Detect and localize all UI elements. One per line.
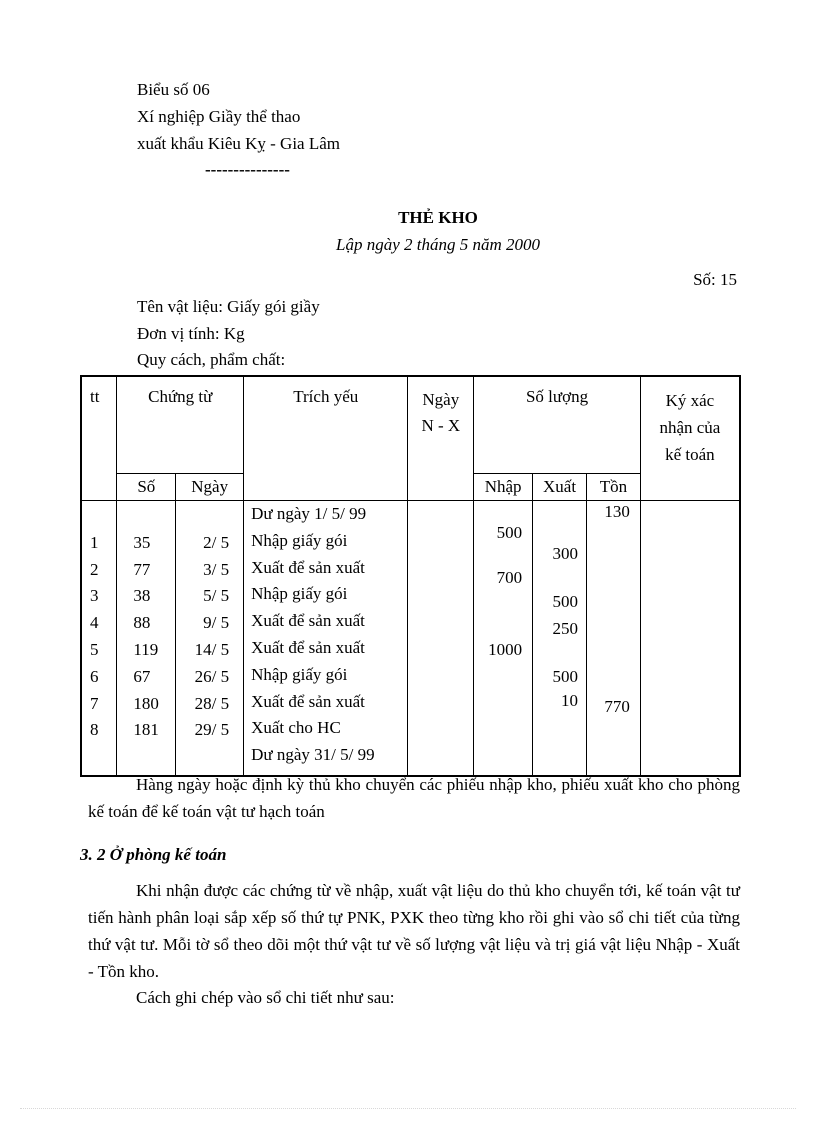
- cell-tt: 8: [90, 720, 99, 740]
- cell-trich-yeu: Xuất cho HC: [251, 718, 341, 738]
- cell-so: 35: [133, 532, 151, 552]
- cell-ngay: 29/ 5: [194, 720, 230, 740]
- cell-so: 67: [133, 666, 151, 686]
- cell-so: [133, 503, 175, 530]
- cell-ton: 770: [604, 697, 630, 716]
- header-divider: ---------------: [205, 160, 290, 179]
- paragraph-accounting: Khi nhận được các chứng từ về nhập, xuất vật liệu do thủ kho chuyển tới, kế toán vật tư tiến hành phân loại sắp xếp số thứ tự PNK, PXK theo từng kho rồi ghi vào sổ chi tiết của từng thứ vật tư. Mỗi tờ sổ theo dõi một thứ vật tư về số lượng vật liệu và trị giá vật liệu Nhập - Xuất - Tồn kho.: [88, 881, 740, 981]
- cell-ngay: [176, 744, 229, 771]
- cell-so: 119: [133, 639, 159, 659]
- cell-tt: 6: [90, 666, 99, 686]
- header-ky-line2: nhận của: [659, 418, 721, 437]
- cell-trich-yeu: Nhập giấy gói: [251, 664, 348, 684]
- cell-trich-yeu: Xuất để sản xuất: [251, 691, 365, 711]
- header-ky-line3: kế toán: [665, 445, 715, 464]
- cell-ngay: 3/ 5: [203, 559, 230, 579]
- cell-so: [133, 744, 175, 771]
- cell-ngay: [176, 503, 229, 530]
- column-xuat: [533, 501, 587, 777]
- specification: Quy cách, phẩm chất:: [137, 350, 286, 369]
- cell-so: 77: [133, 559, 151, 579]
- cell-tt: 3: [90, 586, 99, 606]
- cell-trich-yeu: Xuất để sản xuất: [251, 557, 365, 577]
- header-ngay-nx: [408, 376, 474, 501]
- column-ngay-nx: [408, 501, 474, 777]
- cell-nhap: 700: [496, 568, 523, 587]
- cell-tt: [90, 503, 116, 530]
- column-ngay: [176, 501, 244, 777]
- paragraph-recording: Cách ghi chép vào sổ chi tiết như sau:: [136, 988, 395, 1007]
- material-name: Tên vật liệu: Giấy gói giầy: [137, 297, 320, 316]
- document-number: Số: 15: [693, 270, 737, 289]
- cell-xuat: 10: [560, 691, 578, 710]
- header-ngay: Ngày: [176, 474, 244, 501]
- company-location: xuất khẩu Kiêu Kỵ - Gia Lâm: [137, 134, 340, 153]
- cell-trich-yeu: Nhập giấy gói: [251, 584, 348, 604]
- page-footer-divider: [20, 1108, 796, 1109]
- cell-ngay: 26/ 5: [194, 666, 230, 686]
- cell-so: 88: [133, 613, 151, 633]
- cell-tt: 7: [90, 693, 99, 713]
- table-body-row: [81, 501, 740, 777]
- cell-xuat: 300: [552, 544, 578, 563]
- page-title: THẺ KHO: [398, 208, 478, 227]
- cell-xuat: 500: [552, 667, 578, 686]
- header-so-luong: Số lượng: [474, 376, 641, 474]
- company-name: Xí nghiệp Giầy thể thao: [137, 107, 301, 126]
- cell-so: 181: [133, 720, 159, 740]
- page-subtitle: Lập ngày 2 tháng 5 năm 2000: [336, 235, 540, 254]
- header-ky-line1: Ký xác: [665, 391, 715, 410]
- cell-ngay: 14/ 5: [194, 639, 230, 659]
- cell-trich-yeu: Dư ngày 31/ 5/ 99: [251, 745, 375, 765]
- header-so: Số: [117, 474, 176, 501]
- header-ky-xac-nhan: [640, 376, 740, 501]
- cell-ngay: 28/ 5: [194, 693, 230, 713]
- cell-xuat: 500: [552, 592, 578, 611]
- cell-trich-yeu: Dư ngày 1/ 5/ 99: [251, 504, 367, 523]
- column-ky-xac-nhan: [640, 501, 740, 777]
- section-heading: 3. 2 Ở phòng kế toán: [80, 845, 227, 864]
- cell-xuat: 250: [552, 619, 578, 638]
- column-so: [117, 501, 176, 777]
- column-nhap: [474, 501, 533, 777]
- cell-ngay: 9/ 5: [203, 613, 230, 633]
- cell-ton: 130: [604, 502, 630, 521]
- cell-so: 180: [133, 693, 159, 713]
- cell-tt: 4: [90, 613, 99, 633]
- cell-so: 38: [133, 586, 151, 606]
- unit-of-measure: Đơn vị tính: Kg: [137, 324, 245, 343]
- cell-tt: [90, 744, 116, 771]
- cell-trich-yeu: Nhập giấy gói: [251, 530, 348, 550]
- header-ngay-nx-line1: Ngày: [422, 390, 460, 409]
- header-trich-yeu: Trích yếu: [244, 376, 408, 501]
- cell-tt: 2: [90, 559, 99, 579]
- column-trich-yeu: [244, 501, 408, 777]
- cell-trich-yeu: Xuất để sản xuất: [251, 611, 365, 631]
- header-tt: tt: [81, 376, 117, 501]
- cell-ngay: 5/ 5: [203, 586, 230, 606]
- cell-tt: 1: [90, 532, 99, 552]
- table-header-row-1: [81, 376, 740, 474]
- cell-nhap: 1000: [488, 640, 523, 659]
- header-ton: Tồn: [586, 474, 640, 501]
- form-code: Biểu số 06: [137, 80, 210, 99]
- stock-card-table: [80, 375, 741, 777]
- cell-ngay: 2/ 5: [203, 532, 230, 552]
- column-tt: [81, 501, 117, 777]
- cell-nhap: 500: [496, 523, 523, 542]
- header-ngay-nx-line2: N - X: [421, 416, 461, 435]
- column-ton: [586, 501, 640, 777]
- cell-trich-yeu: Xuất để sản xuất: [251, 637, 365, 657]
- header-xuat: Xuất: [533, 474, 587, 501]
- header-chung-tu: Chứng từ: [117, 376, 244, 474]
- cell-tt: 5: [90, 639, 99, 659]
- header-nhap: Nhập: [474, 474, 533, 501]
- paragraph-intro: Hàng ngày hoặc định kỳ thủ kho chuyển các phiếu nhập kho, phiếu xuất kho cho phòng kế toán để kế toán vật tư hạch toán: [88, 775, 740, 821]
